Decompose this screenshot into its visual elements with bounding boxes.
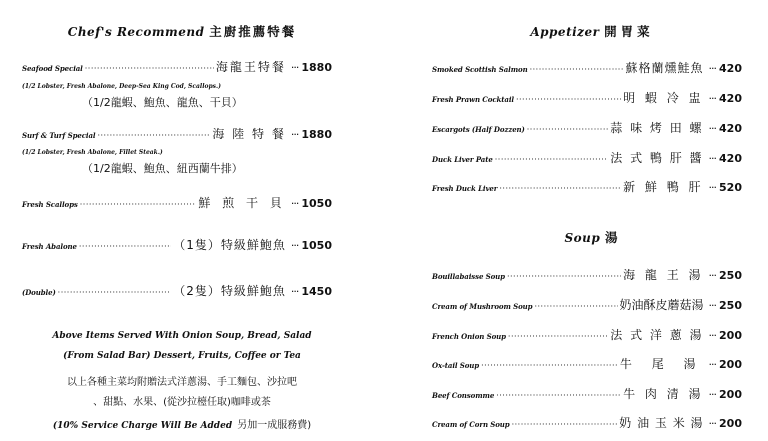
appetizer-title (432, 22, 752, 40)
item-price: ··· 1880 (290, 61, 332, 74)
item-price: ··· 420 (708, 62, 742, 75)
item-name-en: Smoked Scottish Salmon (432, 65, 528, 74)
item-price: ··· 200 (708, 358, 742, 371)
item-name-en: Ox-tail Soup (432, 361, 480, 370)
menu-item (432, 385, 742, 402)
menu-item (432, 89, 742, 106)
menu-item (432, 178, 742, 195)
menu-item (432, 266, 742, 283)
item-name-en: Fresh Duck Liver (432, 184, 498, 193)
item-price: ··· 420 (708, 92, 742, 105)
soup-title-zh: 湯 (604, 230, 620, 245)
item-name-en: Escargots (Half Dozzen) (432, 125, 525, 134)
item-name-en: Fresh Abalone (22, 242, 77, 251)
item-price: ··· 1880 (290, 128, 332, 141)
item-name-zh: 海 龍 王 湯 (623, 268, 704, 282)
service-charge-en: (10% Service Charge Will Be Added (52, 421, 233, 431)
item-name-en: Fresh Scallops (22, 200, 78, 209)
item-name-zh: 奶 油 玉 米 湯 (619, 416, 704, 430)
item-name-en: Seafood Special (22, 64, 83, 73)
item-price: ··· 1050 (290, 197, 332, 210)
item-name-en: Surf & Turf Special (22, 131, 96, 140)
item-price: ··· 250 (708, 299, 742, 312)
item-name-zh: （2隻）特級鮮鮑魚 (173, 284, 286, 298)
item-name-en: (Double) (22, 288, 56, 297)
chef-title-zh: 主廚推薦特餐 (209, 24, 297, 39)
item-description-zh: （1/2龍蝦、鮑魚、紐西蘭牛排） (82, 162, 243, 175)
leader-dots (58, 288, 172, 297)
leader-dots (481, 361, 618, 370)
item-description-zh: （1/2龍蝦、鮑魚、龍魚、干貝） (82, 96, 243, 109)
item-price: ··· 200 (708, 329, 742, 342)
item-name-zh: 明 蝦 冷 盅 (623, 91, 704, 105)
menu-item (432, 326, 742, 343)
served-with-note-zh-2: 、甜點、水果、(從沙拉檯任取)咖啡或茶 (93, 397, 271, 408)
item-name-en: Beef Consomme (432, 391, 495, 400)
item-name-en: Fresh Prawn Cocktail (432, 95, 514, 104)
item-price: ··· 200 (708, 388, 742, 401)
item-name-zh: 牛 尾 湯 (619, 357, 704, 371)
leader-dots (530, 65, 624, 74)
menu-item (22, 58, 332, 75)
soup-title-en: Soup (564, 231, 601, 245)
item-name-zh: 海龍王特餐 (215, 60, 286, 74)
item-name-en: Duck Liver Pate (432, 155, 493, 164)
menu-item (432, 149, 742, 166)
item-name-zh: 新 鮮 鴨 肝 (623, 180, 704, 194)
service-charge-note (22, 413, 342, 432)
item-name-zh: 鮮 煎 干 貝 (198, 196, 286, 210)
menu-item (22, 236, 332, 253)
appetizer-title-zh: 開胃菜 (604, 24, 654, 39)
item-name-en: Cream of Corn Soup (432, 420, 510, 429)
leader-dots (512, 420, 618, 429)
item-name-zh: 牛 肉 清 湯 (623, 387, 704, 401)
item-price: ··· 1450 (290, 285, 332, 298)
menu-item (432, 296, 742, 313)
item-price: ··· 420 (708, 122, 742, 135)
item-name-zh: 法 式 鴨 肝 醬 (610, 151, 704, 165)
item-price: ··· 1050 (290, 239, 332, 252)
leader-dots (527, 125, 609, 134)
leader-dots (534, 302, 617, 311)
menu-item (432, 355, 742, 372)
item-description-en: (1/2 Lobster, Fresh Abalone, Deep-Sea King Cod, Scallops.) (22, 83, 221, 90)
chef-title-en: Chef's Recommend (67, 25, 205, 39)
leader-dots (516, 95, 621, 104)
leader-dots (496, 391, 621, 400)
served-with-note-zh-1: 以上各種主菜均附贈法式洋蔥湯、手工麵包、沙拉吧 (67, 377, 297, 388)
chef-recommend-title (22, 22, 342, 40)
appetizer-title-en: Appetizer (530, 25, 600, 39)
leader-dots (79, 242, 171, 251)
served-with-note-en-2: (From Salad Bar) Dessert, Fruits, Coffee or Tea (63, 351, 301, 361)
item-price: ··· 420 (708, 152, 742, 165)
leader-dots (507, 272, 621, 281)
item-price: ··· 200 (708, 417, 742, 430)
item-name-zh: 法 式 洋 蔥 湯 (610, 328, 704, 342)
item-price: ··· 520 (708, 181, 742, 194)
leader-dots (80, 200, 197, 209)
menu-item (22, 282, 332, 299)
item-name-en: Cream of Mushroom Soup (432, 302, 533, 311)
item-price: ··· 250 (708, 269, 742, 282)
menu-item (432, 414, 742, 431)
item-name-zh: 奶油酥皮蘑菇湯 (619, 298, 704, 312)
item-name-en: French Onion Soup (432, 332, 506, 341)
leader-dots (508, 332, 608, 341)
leader-dots (499, 184, 621, 193)
menu-item (432, 59, 742, 76)
menu-item (432, 119, 742, 136)
item-name-zh: （1隻）特級鮮鮑魚 (173, 238, 286, 252)
leader-dots (97, 131, 210, 140)
menu-item (22, 125, 332, 142)
leader-dots (85, 64, 214, 73)
service-charge-zh: 另加一成服務費) (237, 420, 312, 431)
item-name-zh: 蒜 味 烤 田 螺 (610, 121, 704, 135)
item-name-zh: 海 陸 特 餐 (212, 127, 286, 141)
item-name-en: Bouillabaisse Soup (432, 272, 505, 281)
soup-title (432, 228, 752, 246)
served-with-note-en-1: Above Items Served With Onion Soup, Bread, Salad (52, 331, 312, 341)
menu-item (22, 194, 332, 211)
leader-dots (495, 155, 609, 164)
item-description-en: (1/2 Lobster, Fresh Abalone, Fillet Steak.) (22, 149, 163, 156)
item-name-zh: 蘇格蘭燻鮭魚 (625, 61, 704, 75)
